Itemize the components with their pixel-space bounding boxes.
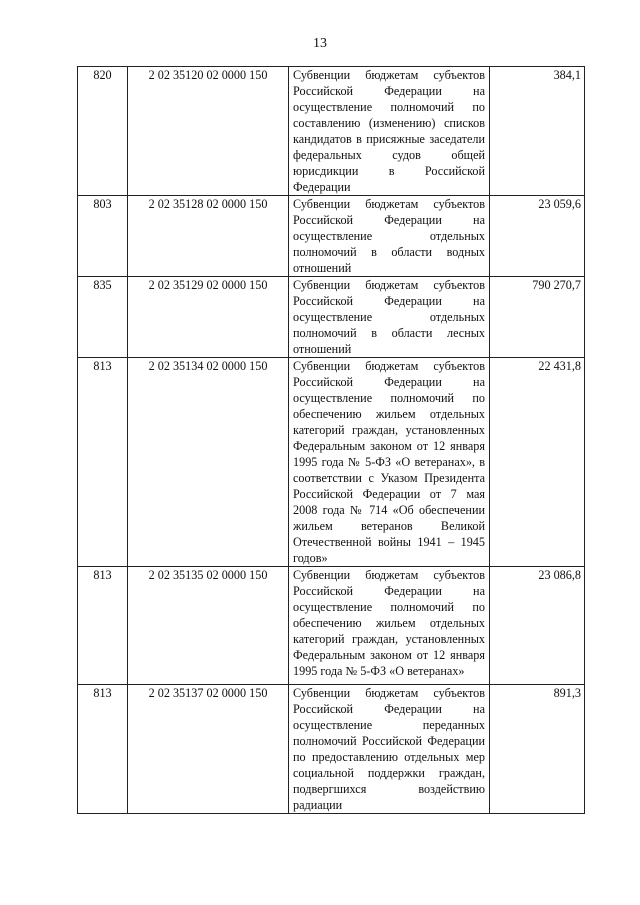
amount-cell: 23 059,6 — [490, 196, 585, 277]
table-row — [78, 567, 585, 685]
description-cell: Субвенции бюджетам субъектов Российской Федерации на осуществление отдельных полномочий в области лесных отношений — [289, 277, 490, 358]
description-cell: Субвенции бюджетам субъектов Российской Федерации на осуществление полномочий по обеспечению жильем отдельных категорий граждан, установленных Федеральным законом от 12 января 1995 года № 5-ФЗ «О ветеранах», в соответствии с Указом Президента Российской Федерации от 7 мая 2008 года № 714 «Об обеспечении жильем ветеранов Великой Отечественной войны 1941 – 1945 годов» — [289, 358, 490, 567]
table-row — [78, 196, 585, 277]
amount-cell: 790 270,7 — [490, 277, 585, 358]
amount-cell: 891,3 — [490, 685, 585, 814]
admin-code-cell: 835 — [78, 277, 128, 358]
amount-cell: 22 431,8 — [490, 358, 585, 567]
description-cell: Субвенции бюджетам субъектов Российской Федерации на осуществление отдельных полномочий в области водных отношений — [289, 196, 490, 277]
amount-cell: 384,1 — [490, 67, 585, 196]
table-row — [78, 358, 585, 567]
classification-code-cell: 2 02 35137 02 0000 150 — [128, 685, 289, 814]
classification-code-cell: 2 02 35135 02 0000 150 — [128, 567, 289, 685]
admin-code-cell: 813 — [78, 358, 128, 567]
table-row — [78, 67, 585, 196]
admin-code-cell: 813 — [78, 567, 128, 685]
description-cell: Субвенции бюджетам субъектов Российской Федерации на осуществление полномочий по составлению (изменению) списков кандидатов в присяжные заседатели федеральных судов общей юрисдикции в Российской Федерации — [289, 67, 490, 196]
table-row — [78, 277, 585, 358]
admin-code-cell: 803 — [78, 196, 128, 277]
amount-cell: 23 086,8 — [490, 567, 585, 685]
table-row — [78, 685, 585, 814]
budget-table — [77, 66, 585, 814]
classification-code-cell: 2 02 35120 02 0000 150 — [128, 67, 289, 196]
classification-code-cell: 2 02 35134 02 0000 150 — [128, 358, 289, 567]
admin-code-cell: 820 — [78, 67, 128, 196]
page-number: 13 — [313, 36, 327, 51]
classification-code-cell: 2 02 35129 02 0000 150 — [128, 277, 289, 358]
description-cell: Субвенции бюджетам субъектов Российской Федерации на осуществление переданных полномочий Российской Федерации по предоставлению отдельных мер социальной поддержки граждан, подвергшихся воздействию радиации — [289, 685, 490, 814]
description-cell: Субвенции бюджетам субъектов Российской Федерации на осуществление полномочий по обеспечению жильем отдельных категорий граждан, установленных Федеральным законом от 12 января 1995 года № 5-ФЗ «О ветеранах» — [289, 567, 490, 685]
admin-code-cell: 813 — [78, 685, 128, 814]
classification-code-cell: 2 02 35128 02 0000 150 — [128, 196, 289, 277]
